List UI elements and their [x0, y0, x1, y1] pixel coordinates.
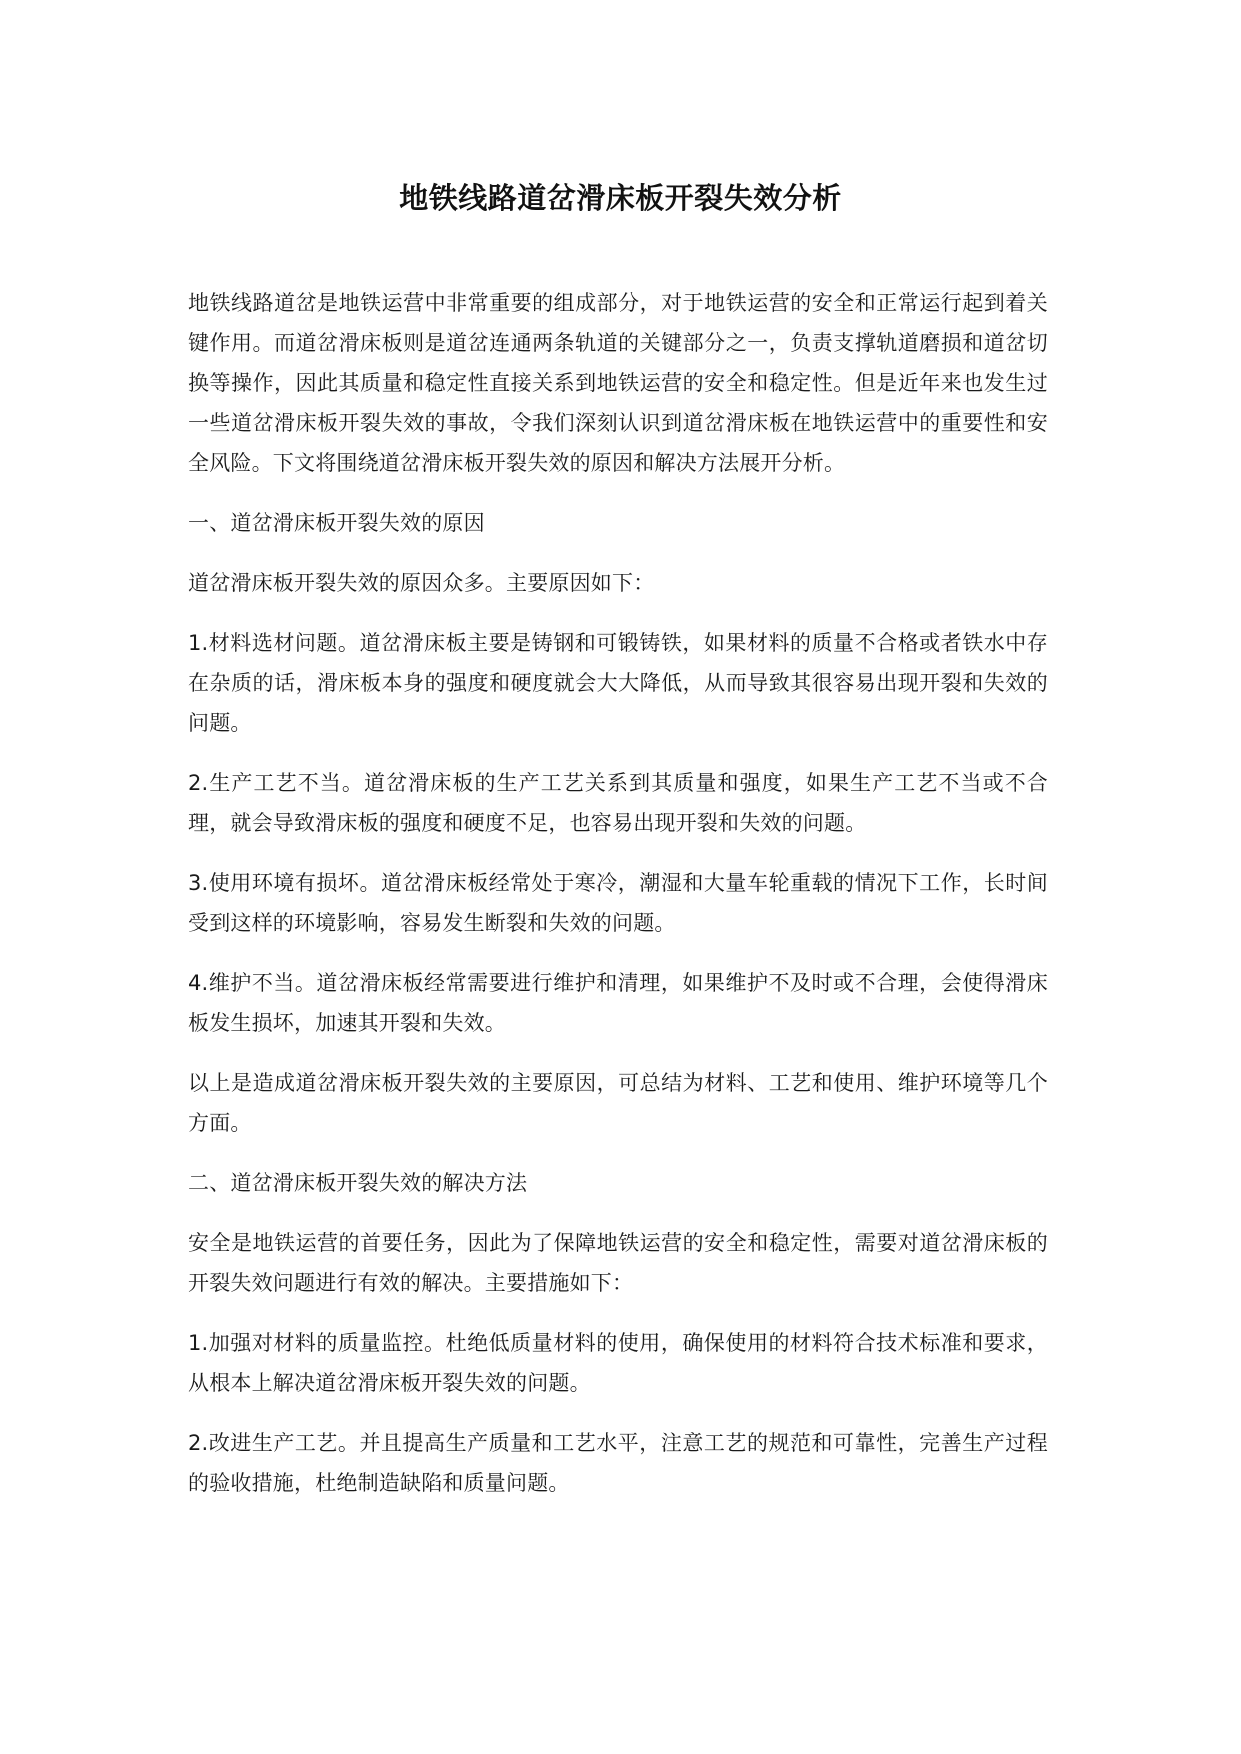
cause-item-4: 4.维护不当。道岔滑床板经常需要进行维护和清理，如果维护不及时或不合理，会使得滑床板发生损坏，加速其开裂和失效。 — [188, 971, 1048, 1035]
section-heading-causes: 一、道岔滑床板开裂失效的原因 — [188, 511, 485, 535]
solutions-intro-paragraph: 安全是地铁运营的首要任务，因此为了保障地铁运营的安全和稳定性，需要对道岔滑床板的开裂失效问题进行有效的解决。主要措施如下： — [188, 1231, 1048, 1295]
section-heading-solutions: 二、道岔滑床板开裂失效的解决方法 — [188, 1171, 528, 1195]
solution-item-1: 1.加强对材料的质量监控。杜绝低质量材料的使用，确保使用的材料符合技术标准和要求，从根本上解决道岔滑床板开裂失效的问题。 — [188, 1331, 1048, 1395]
solution-item-2: 2.改进生产工艺。并且提高生产质量和工艺水平，注意工艺的规范和可靠性，完善生产过程的验收措施，杜绝制造缺陷和质量问题。 — [188, 1431, 1048, 1495]
cause-item-2: 2.生产工艺不当。道岔滑床板的生产工艺关系到其质量和强度，如果生产工艺不当或不合理，就会导致滑床板的强度和硬度不足，也容易出现开裂和失效的问题。 — [188, 771, 1048, 835]
document-title: 地铁线路道岔滑床板开裂失效分析 — [399, 181, 842, 215]
intro-paragraph: 地铁线路道岔是地铁运营中非常重要的组成部分，对于地铁运营的安全和正常运行起到着关键作用。而道岔滑床板则是道岔连通两条轨道的关键部分之一，负责支撑轨道磨损和道岔切换等操作，因此其质量和稳定性直接关系到地铁运营的安全和稳定性。但是近年来也发生过一些道岔滑床板开裂失效的事故，令我们深刻认识到道岔滑床板在地铁运营中的重要性和安全风险。下文将围绕道岔滑床板开裂失效的原因和解决方法展开分析。 — [188, 291, 1048, 475]
document-body — [188, 283, 1048, 1523]
causes-summary-paragraph: 以上是造成道岔滑床板开裂失效的主要原因，可总结为材料、工艺和使用、维护环境等几个方面。 — [188, 1071, 1048, 1135]
cause-item-3: 3.使用环境有损坏。道岔滑床板经常处于寒冷，潮湿和大量车轮重载的情况下工作，长时间受到这样的环境影响，容易发生断裂和失效的问题。 — [188, 871, 1048, 935]
cause-item-1: 1.材料选材问题。道岔滑床板主要是铸钢和可锻铸铁，如果材料的质量不合格或者铁水中存在杂质的话，滑床板本身的强度和硬度就会大大降低，从而导致其很容易出现开裂和失效的问题。 — [188, 631, 1048, 735]
causes-intro-paragraph: 道岔滑床板开裂失效的原因众多。主要原因如下： — [188, 571, 655, 595]
